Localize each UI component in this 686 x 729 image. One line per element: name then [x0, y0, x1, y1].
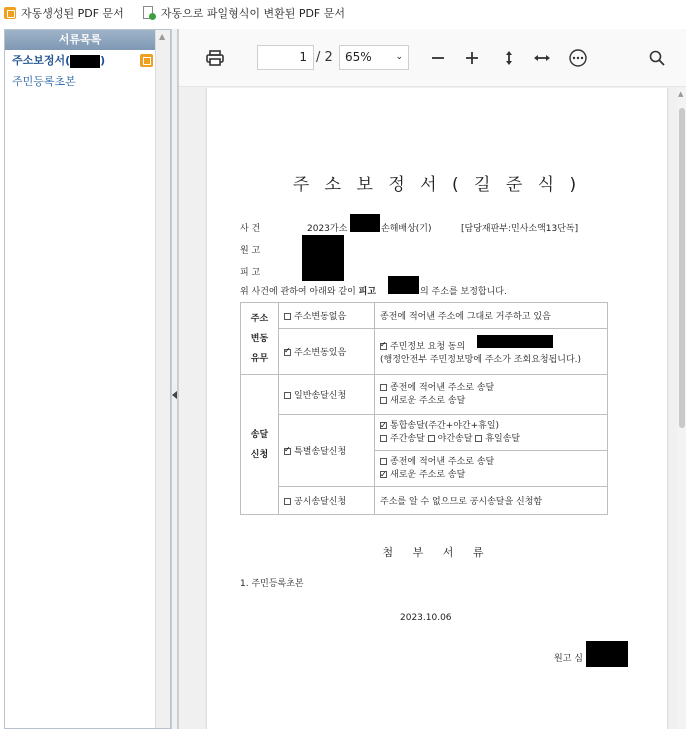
search-button[interactable]	[647, 29, 667, 87]
document-list-header: 서류목록	[5, 30, 155, 50]
search-icon	[649, 50, 665, 66]
redacted-block	[586, 641, 628, 667]
redacted-block	[477, 335, 553, 348]
file-convert-icon	[142, 6, 156, 20]
panel-splitter[interactable]	[171, 29, 178, 729]
plaintiff-label: 원 고	[240, 246, 261, 256]
zoom-out-button[interactable]	[429, 29, 447, 87]
zoom-in-icon	[465, 51, 479, 65]
converted-pdf-label: 자동으로 파일형식이 변환된 PDF 문서	[160, 7, 345, 20]
zoom-in-button[interactable]	[463, 29, 481, 87]
page-number-input[interactable]: 1	[257, 45, 314, 70]
public-delivery-desc: 주소를 알 수 없으므로 공시송달을 신청함	[375, 487, 608, 515]
defendant-label: 피 고	[240, 268, 261, 278]
zoom-select[interactable]	[339, 45, 409, 70]
auto-pdf-label: 자동생성된 PDF 문서	[21, 7, 124, 20]
doc-item-address-correction[interactable]	[5, 50, 155, 71]
checkbox-checked-icon[interactable]	[380, 343, 387, 350]
special-delivery-options: ✓통합송달(주간+야간+휴일) 주간송달 야간송달 휴일송달	[375, 415, 608, 451]
doc-item-resident-registration[interactable]	[5, 71, 155, 92]
redacted-block	[70, 55, 100, 68]
special-address-options: 종전에 적어낸 주소로 송달 ✓새로운 주소로 송달	[375, 451, 608, 487]
scroll-up-icon[interactable]: ▲	[159, 32, 166, 41]
zoom-value: 65%	[345, 50, 372, 64]
pdf-page	[207, 88, 667, 729]
zoom-out-icon	[431, 51, 445, 65]
general-delivery-cell[interactable]: 일반송달신청	[279, 375, 375, 415]
delivery-header: 송달 신청	[241, 375, 279, 515]
auto-pdf-link[interactable]	[4, 5, 124, 21]
doc-item-label: 주민등록초본	[12, 75, 76, 88]
document-list-panel	[4, 29, 171, 729]
changed-cell[interactable]: ✓주소변동있음	[279, 329, 375, 375]
checkbox-checked-icon[interactable]	[284, 448, 291, 455]
checkbox-icon	[380, 384, 387, 391]
redacted-block	[302, 257, 344, 281]
fit-width-icon	[534, 53, 550, 63]
checkbox-icon[interactable]	[284, 313, 291, 320]
case-label: 사 건	[240, 224, 261, 234]
document-title: 주 소 보 정 서 ( 길 준 식 )	[292, 175, 582, 195]
redacted-block	[388, 276, 419, 294]
more-button[interactable]	[568, 29, 588, 87]
page-scrollbar[interactable]	[677, 88, 686, 729]
scroll-up-icon[interactable]: ▲	[678, 90, 684, 98]
addr-change-header: 주소 변동 유무	[241, 303, 279, 375]
checkbox-checked-icon[interactable]	[284, 349, 291, 356]
case-type: 손해배상(기)	[381, 224, 432, 234]
attachment-item: 1. 주민등록초본	[240, 579, 304, 589]
checkbox-icon	[428, 435, 435, 442]
case-number: 2023가소	[307, 224, 348, 234]
redacted-block	[350, 214, 380, 232]
doc-item-label: 주소보정서(	[12, 54, 71, 67]
pdf-viewer	[178, 29, 686, 729]
checkbox-icon	[380, 435, 387, 442]
attachments-title: 첨 부 서 류	[382, 546, 492, 559]
public-delivery-cell[interactable]: 공시송달신청	[279, 487, 375, 515]
checkbox-icon[interactable]	[284, 392, 291, 399]
address-correction-form	[240, 302, 608, 515]
converted-pdf-link[interactable]	[142, 5, 345, 21]
printer-icon	[206, 50, 224, 66]
collapse-left-icon[interactable]	[172, 391, 177, 399]
fit-width-button[interactable]	[533, 29, 551, 87]
special-delivery-cell[interactable]: ✓특별송달신청	[279, 415, 375, 487]
viewer-toolbar	[179, 29, 686, 87]
scroll-thumb[interactable]	[679, 108, 685, 428]
list-scrollbar[interactable]	[155, 30, 170, 728]
general-delivery-options: 종전에 적어낸 주소로 송달 새로운 주소로 송달	[375, 375, 608, 415]
fit-height-icon	[504, 51, 514, 65]
top-bar	[0, 0, 686, 26]
document-date: 2023.10.06	[400, 613, 452, 623]
checkbox-icon	[380, 458, 387, 465]
page-area[interactable]	[179, 88, 686, 729]
chevron-down-icon: ⌄	[395, 52, 403, 62]
checkbox-icon	[380, 397, 387, 404]
checkbox-checked-icon	[380, 471, 387, 478]
no-change-desc: 종전에 적어낸 주소에 그대로 거주하고 있음	[375, 303, 608, 329]
edit-icon[interactable]	[140, 54, 153, 67]
page-total: / 2	[316, 50, 333, 65]
changed-desc: ✓주민정보 요청 동의 (행정안전부 주민정보망에 주소가 조회요청됩니다.)	[375, 329, 608, 375]
redacted-block	[302, 235, 344, 257]
checkbox-checked-icon	[380, 422, 387, 429]
intro-tail: 의 주소를 보정합니다.	[420, 287, 507, 297]
signer-label: 원고 심	[554, 654, 583, 664]
no-change-cell[interactable]: 주소변동없음	[279, 303, 375, 329]
court-department: [담당재판부:민사소액13단독]	[461, 224, 579, 234]
more-icon	[569, 49, 587, 67]
checkbox-icon	[475, 435, 482, 442]
intro-text: 위 사건에 관하여 아래와 같이 피고	[240, 287, 377, 297]
checkbox-icon[interactable]	[284, 498, 291, 505]
doc-item-suffix: )	[100, 54, 106, 67]
fit-height-button[interactable]	[501, 29, 517, 87]
print-button[interactable]	[203, 29, 227, 87]
pdf-edit-icon	[4, 7, 16, 19]
